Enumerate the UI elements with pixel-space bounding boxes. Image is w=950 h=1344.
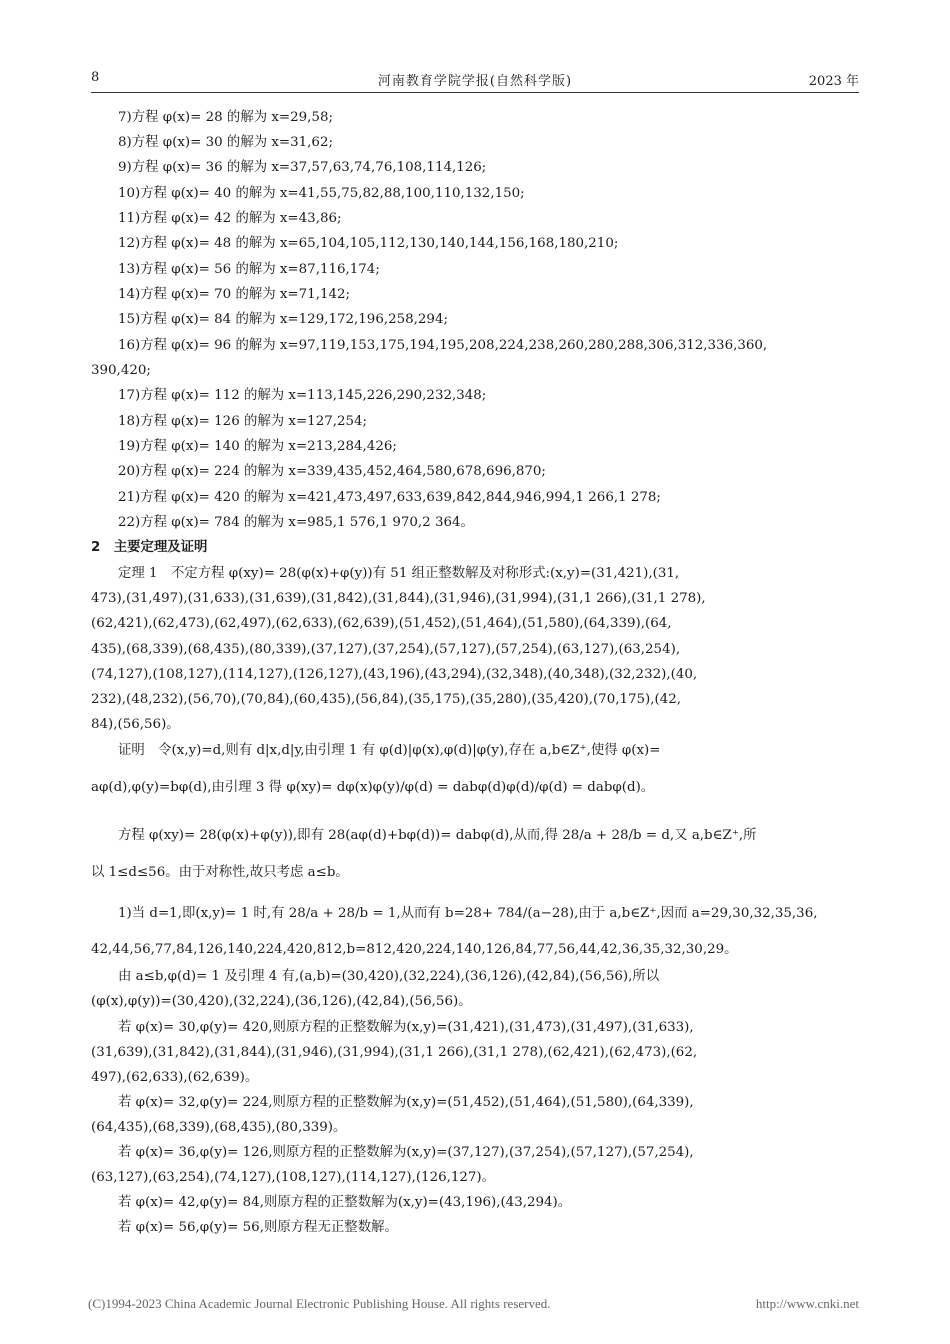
- case-1-line-3: 由 a≤b,φ(d)= 1 及引理 4 有,(a,b)=(30,420),(32,224),(36,126),(42,84),(56,56),所以: [118, 969, 660, 984]
- equation-item-11: 11)方程 φ(x)= 42 的解为 x=43,86;: [118, 211, 342, 226]
- equation-item-8: 8)方程 φ(x)= 30 的解为 x=31,62;: [118, 135, 333, 150]
- theorem-1-line-6: 232),(48,232),(56,70),(70,84),(60,435),(56,84),(35,175),(35,280),(35,420),(70,175),(42,: [91, 692, 682, 707]
- subcase-30-line-3: 497),(62,633),(62,639)。: [91, 1070, 259, 1085]
- subcase-30-line-2: (31,639),(31,842),(31,844),(31,946),(31,994),(31,1 266),(31,1 278),(62,421),(62,473),(62,: [91, 1045, 698, 1060]
- equation-item-17: 17)方程 φ(x)= 112 的解为 x=113,145,226,290,232,348;: [118, 388, 487, 403]
- footer-url: http://www.cnki.net: [755, 1296, 859, 1311]
- footer-copyright: (C)1994-2023 China Academic Journal Electronic Publishing House. All rights reserved.: [88, 1296, 551, 1311]
- theorem-1-line-7: 84),(56,56)。: [91, 717, 180, 732]
- equation-item-15: 15)方程 φ(x)= 84 的解为 x=129,172,196,258,294;: [118, 312, 448, 327]
- proof-line-2: aφ(d),φ(y)=bφ(d),由引理 3 得 φ(xy)= dφ(x)φ(y)/φ(d) = dabφ(d)φ(d)/φ(d) = dabφ(d)。: [91, 780, 655, 795]
- page-number: 8: [91, 70, 100, 85]
- equation-item-19: 19)方程 φ(x)= 140 的解为 x=213,284,426;: [118, 439, 397, 454]
- header-year: 2023 年: [808, 74, 859, 89]
- equation-item-21: 21)方程 φ(x)= 420 的解为 x=421,473,497,633,639,842,844,946,994,1 266,1 278;: [118, 490, 661, 505]
- equation-item-14: 14)方程 φ(x)= 70 的解为 x=71,142;: [118, 287, 351, 302]
- subcase-36-line-1: 若 φ(x)= 36,φ(y)= 126,则原方程的正整数解为(x,y)=(37,127),(37,254),(57,127),(57,254),: [118, 1145, 694, 1160]
- subcase-32-line-1: 若 φ(x)= 32,φ(y)= 224,则原方程的正整数解为(x,y)=(51,452),(51,464),(51,580),(64,339),: [118, 1095, 694, 1110]
- theorem-1-line-5: (74,127),(108,127),(114,127),(126,127),(43,196),(43,294),(32,348),(40,348),(32,232),(40,: [91, 667, 698, 682]
- theorem-1-line-4: 435),(68,339),(68,435),(80,339),(37,127),(37,254),(57,127),(57,254),(63,127),(63,254),: [91, 642, 681, 657]
- proof-line-3: 方程 φ(xy)= 28(φ(x)+φ(y)),即有 28(aφ(d)+bφ(d))= dabφ(d),从而,得 28/a + 28/b = d,又 a,b∈Z⁺,所: [118, 828, 757, 843]
- equation-item-16-cont: 390,420;: [91, 363, 151, 378]
- header-rule: [91, 92, 859, 93]
- equation-item-16: 16)方程 φ(x)= 96 的解为 x=97,119,153,175,194,195,208,224,238,260,280,288,306,312,336,360,: [118, 338, 768, 353]
- subcase-30-line-1: 若 φ(x)= 30,φ(y)= 420,则原方程的正整数解为(x,y)=(31,421),(31,473),(31,497),(31,633),: [118, 1020, 694, 1035]
- subcase-32-line-2: (64,435),(68,339),(68,435),(80,339)。: [91, 1120, 347, 1135]
- theorem-1-line-3: (62,421),(62,473),(62,497),(62,633),(62,639),(51,452),(51,464),(51,580),(64,339),(64,: [91, 616, 672, 631]
- equation-item-7: 7)方程 φ(x)= 28 的解为 x=29,58;: [118, 110, 333, 125]
- section-heading: 2 主要定理及证明: [91, 540, 208, 555]
- equation-item-22: 22)方程 φ(x)= 784 的解为 x=985,1 576,1 970,2 364。: [118, 515, 474, 530]
- proof-line-4: 以 1≤d≤56。由于对称性,故只考虑 a≤b。: [91, 865, 349, 880]
- equation-item-10: 10)方程 φ(x)= 40 的解为 x=41,55,75,82,88,100,110,132,150;: [118, 186, 525, 201]
- case-1-line-1: 1)当 d=1,即(x,y)= 1 时,有 28/a + 28/b = 1,从而有 b=28+ 784/(a−28),由于 a,b∈Z⁺,因而 a=29,30,32,35,36,: [118, 906, 818, 921]
- case-1-line-4: (φ(x),φ(y))=(30,420),(32,224),(36,126),(42,84),(56,56)。: [91, 994, 472, 1009]
- equation-item-9: 9)方程 φ(x)= 36 的解为 x=37,57,63,74,76,108,114,126;: [118, 160, 487, 175]
- case-1-line-2: 42,44,56,77,84,126,140,224,420,812,b=812,420,224,140,126,84,77,56,44,42,36,35,32,30,29。: [91, 942, 738, 957]
- subcase-56-line: 若 φ(x)= 56,φ(y)= 56,则原方程无正整数解。: [118, 1220, 398, 1235]
- theorem-1-line-1: 定理 1 不定方程 φ(xy)= 28(φ(x)+φ(y))有 51 组正整数解及对称形式:(x,y)=(31,421),(31,: [118, 566, 680, 581]
- equation-item-18: 18)方程 φ(x)= 126 的解为 x=127,254;: [118, 414, 368, 429]
- proof-line-1: 证明 令(x,y)=d,则有 d|x,d|y,由引理 1 有 φ(d)|φ(x),φ(d)|φ(y),存在 a,b∈Z⁺,使得 φ(x)=: [118, 743, 661, 758]
- equation-item-12: 12)方程 φ(x)= 48 的解为 x=65,104,105,112,130,140,144,156,168,180,210;: [118, 236, 619, 251]
- equation-item-20: 20)方程 φ(x)= 224 的解为 x=339,435,452,464,580,678,696,870;: [118, 464, 546, 479]
- journal-title: 河南教育学院学报(自然科学版): [377, 74, 573, 89]
- equation-item-13: 13)方程 φ(x)= 56 的解为 x=87,116,174;: [118, 262, 380, 277]
- subcase-36-line-2: (63,127),(63,254),(74,127),(108,127),(114,127),(126,127)。: [91, 1170, 496, 1185]
- subcase-42-line: 若 φ(x)= 42,φ(y)= 84,则原方程的正整数解为(x,y)=(43,196),(43,294)。: [118, 1195, 572, 1210]
- theorem-1-line-2: 473),(31,497),(31,633),(31,639),(31,842),(31,844),(31,946),(31,994),(31,1 266),(31,1 278),: [91, 591, 706, 606]
